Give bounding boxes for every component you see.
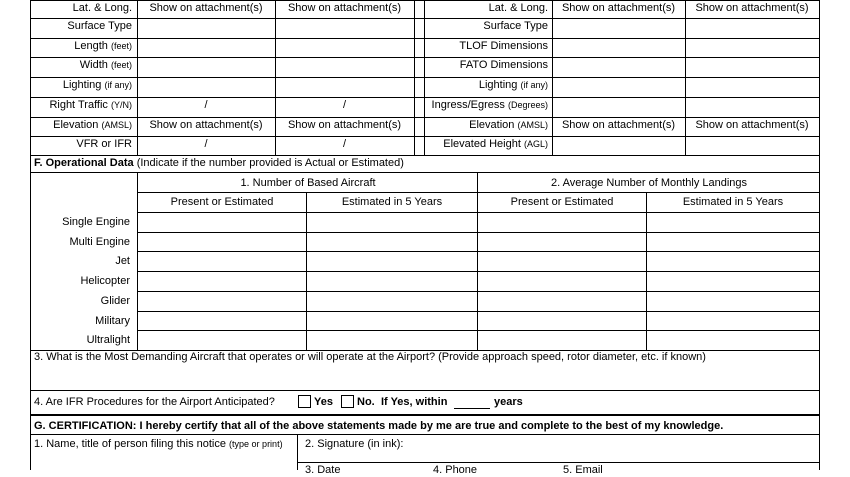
operational-data-cell-r4-c2[interactable] bbox=[478, 292, 646, 310]
rule bbox=[30, 390, 820, 391]
left-label-3 bbox=[32, 58, 132, 72]
group-monthly-landings: 2. Average Number of Monthly Landings bbox=[550, 177, 748, 189]
right-cell-r0-c1[interactable]: Show on attachment(s) bbox=[695, 2, 809, 14]
rule bbox=[30, 0, 31, 470]
certification-line bbox=[34, 419, 723, 433]
operational-data-cell-r3-c3[interactable] bbox=[647, 272, 819, 290]
rule bbox=[819, 0, 820, 470]
section-f-heading: F. Operational Data bbox=[34, 157, 134, 169]
rule bbox=[298, 462, 820, 463]
left-label-6 bbox=[32, 118, 132, 132]
operational-data-cell-r1-c3[interactable] bbox=[647, 233, 819, 251]
right-label-unit: (AMSL) bbox=[517, 120, 548, 130]
operational-data-cell-r4-c0[interactable] bbox=[138, 292, 306, 310]
right-label-main: TLOF Dimensions bbox=[459, 40, 548, 52]
question-4-label: 4. Are IFR Procedures for the Airport Anticipated? bbox=[34, 396, 275, 408]
right-label-1 bbox=[426, 19, 548, 33]
right-cell-r6-c1[interactable]: Show on attachment(s) bbox=[695, 119, 809, 131]
right-label-unit: (if any) bbox=[520, 80, 548, 90]
left-cell-r5-c0[interactable]: / bbox=[204, 99, 208, 111]
right-label-6 bbox=[426, 118, 548, 132]
operational-data-cell-r1-c2[interactable] bbox=[478, 233, 646, 251]
left-label-unit: (Y/N) bbox=[111, 100, 132, 110]
operational-data-cell-r5-c0[interactable] bbox=[138, 312, 306, 330]
right-cell-r6-c0[interactable]: Show on attachment(s) bbox=[561, 119, 676, 131]
signature-field[interactable] bbox=[420, 437, 816, 461]
operational-data-cell-r2-c3[interactable] bbox=[647, 252, 819, 270]
operational-data-cell-r4-c3[interactable] bbox=[647, 292, 819, 310]
right-cell-r7-c1[interactable] bbox=[686, 137, 818, 154]
right-cell-r1-c1[interactable] bbox=[686, 19, 818, 37]
operational-data-cell-r0-c2[interactable] bbox=[478, 213, 646, 231]
aircraft-type-label: Glider bbox=[100, 295, 130, 307]
rule bbox=[138, 192, 820, 193]
right-label-main: Elevation bbox=[469, 119, 515, 131]
left-cell-r2-c0[interactable] bbox=[138, 39, 274, 56]
col-header-present-1: Present or Estimated bbox=[170, 196, 274, 208]
rule bbox=[30, 414, 820, 416]
operational-data-cell-r6-c1[interactable] bbox=[307, 331, 477, 349]
section-f-note: (Indicate if the number provided is Actual or Estimated) bbox=[136, 157, 404, 169]
signature-label: 2. Signature (in ink): bbox=[305, 438, 404, 450]
left-label-main: Lighting bbox=[62, 79, 102, 91]
right-label-5 bbox=[426, 98, 548, 112]
left-cell-r6-c0[interactable]: Show on attachment(s) bbox=[149, 119, 263, 131]
aircraft-type-label: Ultralight bbox=[86, 334, 130, 346]
left-cell-r7-c0[interactable]: / bbox=[204, 138, 208, 150]
right-cell-r7-c0[interactable] bbox=[553, 137, 684, 154]
left-label-unit: (AMSL) bbox=[101, 120, 132, 130]
right-label-main: Surface Type bbox=[483, 20, 548, 32]
col-header-present-2: Present or Estimated bbox=[510, 196, 614, 208]
right-cell-r3-c0[interactable] bbox=[553, 58, 684, 76]
right-label-main: Lighting bbox=[478, 79, 518, 91]
name-title-label-wrap bbox=[34, 437, 283, 451]
operational-data-cell-r3-c2[interactable] bbox=[478, 272, 646, 290]
right-label-unit: (AGL) bbox=[523, 139, 548, 149]
left-label-7 bbox=[32, 137, 132, 151]
left-cell-r2-c1[interactable] bbox=[276, 39, 413, 56]
question-3-label: 3. What is the Most Demanding Aircraft that operates or will operate at the Airport? (Provide approach speed, rotor diameter, etc. if known) bbox=[34, 351, 706, 363]
right-label-4 bbox=[426, 78, 548, 92]
ifr-yes-checkbox[interactable] bbox=[298, 395, 311, 408]
left-label-main: Length bbox=[74, 40, 108, 52]
group-based-aircraft: 1. Number of Based Aircraft bbox=[240, 177, 376, 189]
left-label-unit: (if any) bbox=[104, 80, 132, 90]
email-label: 5. Email bbox=[563, 464, 603, 476]
left-cell-r0-c0[interactable]: Show on attachment(s) bbox=[149, 2, 263, 14]
ifr-if-yes-label: If Yes, within bbox=[381, 396, 448, 408]
name-title-field[interactable] bbox=[34, 452, 292, 470]
right-label-main: FATO Dimensions bbox=[459, 59, 548, 71]
operational-data-cell-r4-c1[interactable] bbox=[307, 292, 477, 310]
most-demanding-aircraft-field[interactable] bbox=[34, 366, 816, 388]
name-title-note: (type or print) bbox=[229, 439, 283, 449]
ifr-years-label: years bbox=[494, 396, 523, 408]
ifr-no-label: No. bbox=[357, 396, 375, 408]
right-label-7 bbox=[426, 137, 548, 151]
left-label-1 bbox=[32, 19, 132, 33]
rule bbox=[30, 172, 820, 173]
left-label-main: Right Traffic bbox=[49, 99, 108, 111]
aircraft-type-label: Jet bbox=[115, 255, 130, 267]
left-cell-r0-c1[interactable]: Show on attachment(s) bbox=[287, 2, 402, 14]
left-cell-r3-c0[interactable] bbox=[138, 58, 274, 76]
section-f-title bbox=[34, 156, 404, 170]
right-label-unit: (Degrees) bbox=[507, 100, 548, 110]
right-cell-r4-c1[interactable] bbox=[686, 78, 818, 96]
rule bbox=[297, 434, 298, 470]
ifr-no-checkbox[interactable] bbox=[341, 395, 354, 408]
left-label-main: Lat. & Long. bbox=[72, 2, 132, 14]
operational-data-cell-r5-c2[interactable] bbox=[478, 312, 646, 330]
left-label-unit: (feet) bbox=[110, 41, 132, 51]
operational-data-cell-r5-c3[interactable] bbox=[647, 312, 819, 330]
ifr-years-blank[interactable] bbox=[454, 408, 490, 409]
date-label: 3. Date bbox=[305, 464, 341, 476]
operational-data-cell-r3-c1[interactable] bbox=[307, 272, 477, 290]
operational-data-cell-r0-c0[interactable] bbox=[138, 213, 306, 231]
operational-data-cell-r2-c0[interactable] bbox=[138, 252, 306, 270]
operational-data-cell-r0-c3[interactable] bbox=[647, 213, 819, 231]
right-cell-r5-c0[interactable] bbox=[553, 98, 684, 116]
right-label-3 bbox=[426, 58, 548, 72]
aircraft-type-label: Single Engine bbox=[62, 216, 130, 228]
right-label-0 bbox=[426, 1, 548, 15]
right-cell-r4-c0[interactable] bbox=[553, 78, 684, 96]
left-label-0 bbox=[32, 1, 132, 15]
operational-data-cell-r6-c0[interactable] bbox=[138, 331, 306, 349]
certification-title: G. CERTIFICATION bbox=[34, 420, 133, 432]
right-cell-r5-c1[interactable] bbox=[686, 98, 818, 116]
aircraft-type-label: Multi Engine bbox=[69, 236, 130, 248]
aircraft-type-label: Military bbox=[95, 315, 130, 327]
left-cell-r4-c1[interactable] bbox=[276, 78, 413, 96]
left-cell-r4-c0[interactable] bbox=[138, 78, 274, 96]
left-label-main: Width bbox=[79, 59, 108, 71]
left-label-main: VFR or IFR bbox=[76, 138, 132, 150]
right-label-2 bbox=[426, 39, 548, 53]
rule bbox=[30, 434, 820, 435]
col-header-5yrs-2: Estimated in 5 Years bbox=[682, 196, 784, 208]
right-cell-r2-c1[interactable] bbox=[686, 39, 818, 56]
left-cell-r7-c1[interactable]: / bbox=[342, 138, 347, 150]
right-label-main: Lat. & Long. bbox=[488, 2, 548, 14]
left-label-4 bbox=[32, 78, 132, 92]
ifr-yes-label: Yes bbox=[314, 396, 333, 408]
aircraft-type-label: Helicopter bbox=[80, 275, 130, 287]
right-cell-r2-c0[interactable] bbox=[553, 39, 684, 56]
left-cell-r1-c0[interactable] bbox=[138, 19, 274, 37]
right-cell-r1-c0[interactable] bbox=[553, 19, 684, 37]
left-cell-r1-c1[interactable] bbox=[276, 19, 413, 37]
left-cell-r6-c1[interactable]: Show on attachment(s) bbox=[287, 119, 402, 131]
right-label-main: Ingress/Egress bbox=[431, 99, 505, 111]
left-label-2 bbox=[32, 39, 132, 53]
left-label-unit: (feet) bbox=[110, 60, 132, 70]
right-cell-r3-c1[interactable] bbox=[686, 58, 818, 76]
operational-data-cell-r1-c0[interactable] bbox=[138, 233, 306, 251]
col-header-5yrs-1: Estimated in 5 Years bbox=[341, 196, 443, 208]
operational-data-cell-r5-c1[interactable] bbox=[307, 312, 477, 330]
operational-data-cell-r2-c2[interactable] bbox=[478, 252, 646, 270]
operational-data-cell-r2-c1[interactable] bbox=[307, 252, 477, 270]
left-label-main: Elevation bbox=[53, 119, 99, 131]
certification-statement: : I hereby certify that all of the above statements made by me are true and complete to the best of my knowledge. bbox=[132, 420, 724, 432]
left-cell-r3-c1[interactable] bbox=[276, 58, 413, 76]
left-cell-r5-c1[interactable]: / bbox=[342, 99, 347, 111]
phone-label: 4. Phone bbox=[433, 464, 478, 476]
operational-data-cell-r6-c3[interactable] bbox=[647, 331, 819, 349]
right-label-main: Elevated Height bbox=[443, 138, 521, 150]
left-label-5 bbox=[32, 98, 132, 112]
operational-data-cell-r6-c2[interactable] bbox=[478, 331, 646, 349]
name-title-label: 1. Name, title of person filing this notice bbox=[34, 438, 226, 450]
right-cell-r0-c0[interactable]: Show on attachment(s) bbox=[561, 2, 676, 14]
left-label-main: Surface Type bbox=[67, 20, 132, 32]
operational-data-cell-r1-c1[interactable] bbox=[307, 233, 477, 251]
operational-data-cell-r3-c0[interactable] bbox=[138, 272, 306, 290]
operational-data-cell-r0-c1[interactable] bbox=[307, 213, 477, 231]
